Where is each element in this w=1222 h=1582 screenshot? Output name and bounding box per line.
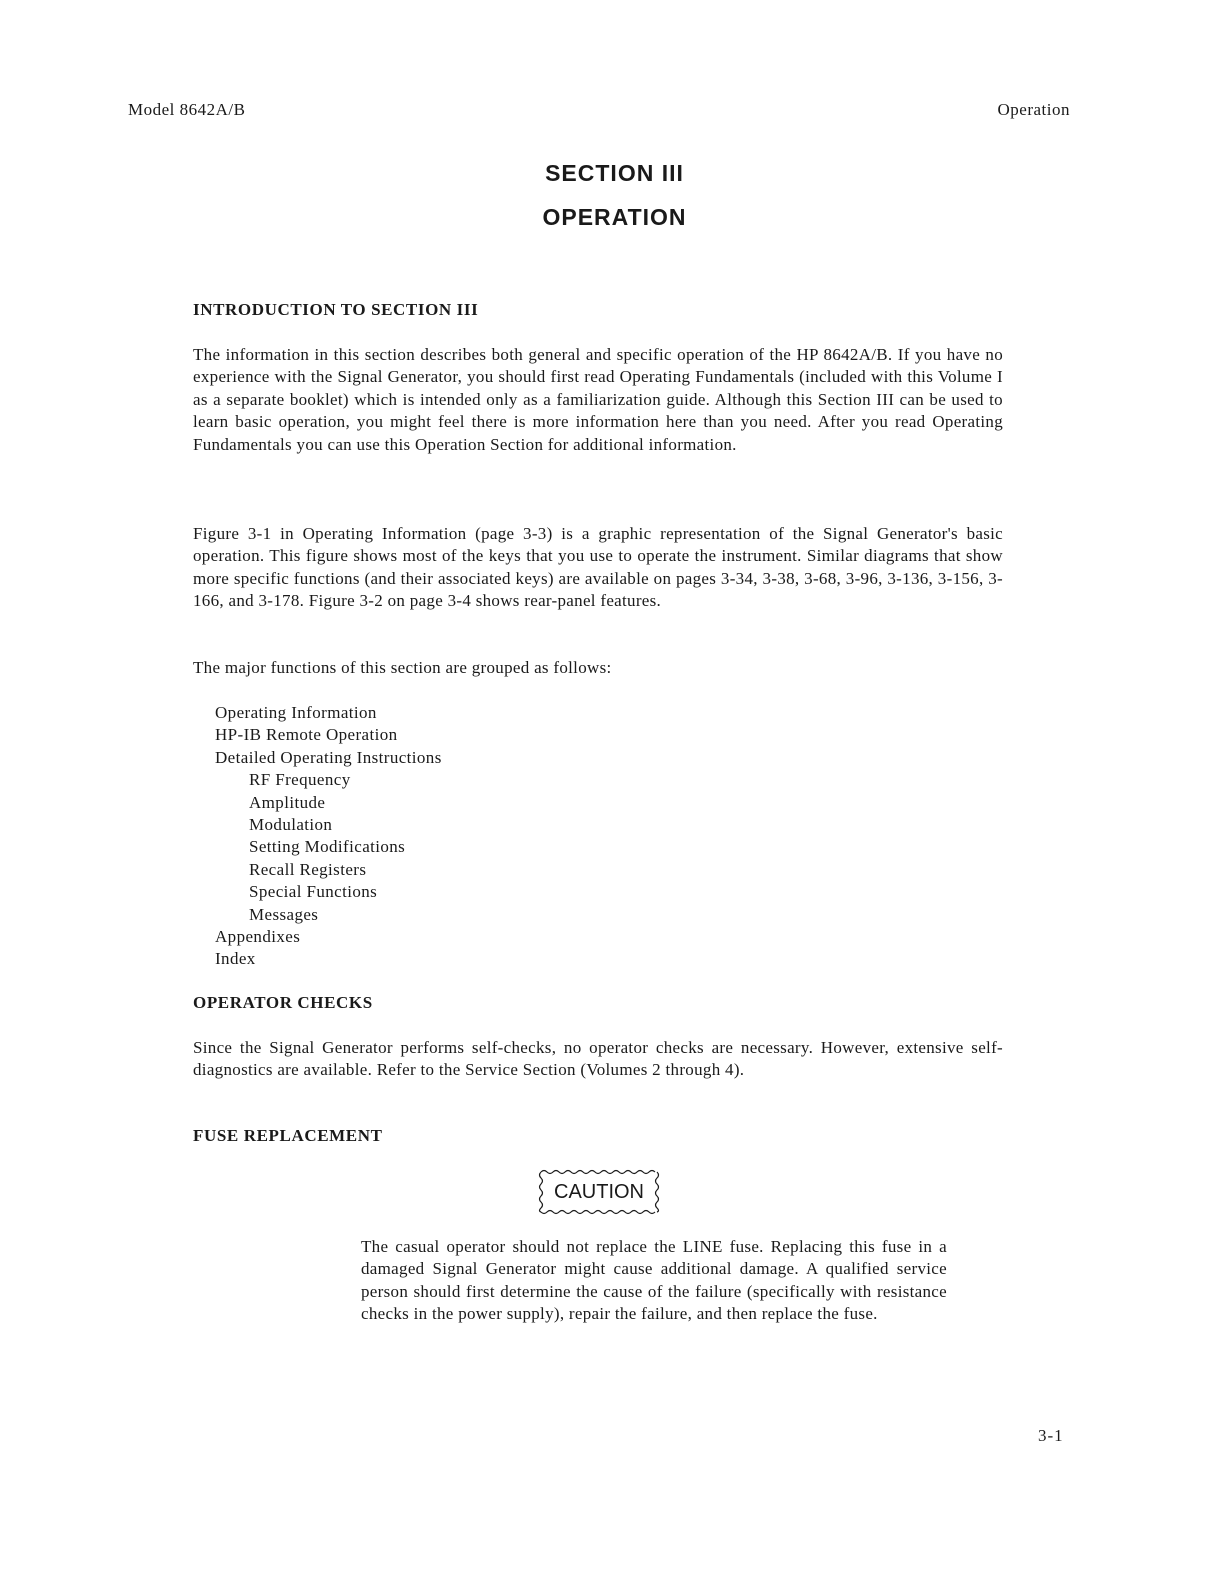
list-item: Index: [215, 949, 256, 969]
caution-box: [537, 1168, 661, 1216]
caution-label: CAUTION: [554, 1181, 644, 1203]
running-header-section: Operation: [997, 100, 1070, 119]
list-subitem: Setting Modifications: [249, 837, 406, 857]
intro-paragraph-3: The major functions of this section are grouped as follows:: [193, 658, 612, 677]
section-title: OPERATION: [542, 204, 687, 230]
caution-paragraph: The casual operator should not replace the LINE fuse. Replacing this fuse in a damaged Signal Generator might cause additional damage. A qualified service person should first determine the cause of the failure (specifically with resistance checks in the power supply), repair the failure, and then replace the fuse.: [361, 1237, 947, 1324]
list-subitem: Special Functions: [249, 882, 378, 902]
fuse-replacement-heading: FUSE REPLACEMENT: [193, 1126, 383, 1145]
list-subitem: Recall Registers: [249, 859, 367, 879]
page-number: 3-1: [1038, 1426, 1064, 1445]
function-list: [215, 702, 442, 971]
list-item: HP-IB Remote Operation: [215, 725, 398, 745]
list-item: Operating Information: [215, 703, 377, 722]
list-item: Detailed Operating Instructions: [215, 747, 442, 767]
list-subitem: Amplitude: [249, 792, 326, 812]
list-subitem: Messages: [249, 904, 319, 924]
intro-paragraph-1: The information in this section describes both general and specific operation of the HP 8642A/B. If you have no experience with the Signal Generator, you should first read Operating Fundamentals (included with this Volume I as a separate booklet) which is intended only as a familiarization guide. Although this Section III can be used to learn basic operation, you might feel there is more information here than you need. After you read Operating Fundamentals you can use this Operation Section for additional information.: [193, 345, 1003, 454]
list-subitem: RF Frequency: [249, 770, 351, 790]
operator-checks-paragraph: Since the Signal Generator performs self-checks, no operator checks are necessary. However, extensive self-diagnostics are available. Refer to the Service Section (Volumes 2 through 4).: [193, 1038, 1003, 1080]
operator-checks-heading: OPERATOR CHECKS: [193, 993, 373, 1012]
running-header-model: Model 8642A/B: [128, 100, 246, 119]
list-subitem: Modulation: [249, 815, 333, 835]
section-number: SECTION III: [545, 160, 684, 186]
list-item: Appendixes: [215, 927, 301, 947]
intro-paragraph-2: Figure 3-1 in Operating Information (page 3-3) is a graphic representation of the Signal Generator's basic operation. This figure shows most of the keys that you use to operate the instrument. Similar diagrams that show more specific functions (and their associated keys) are available on pages 3-34, 3-38, 3-68, 3-96, 3-136, 3-156, 3-166, and 3-178. Figure 3-2 on page 3-4 shows rear-panel features.: [193, 524, 1003, 611]
intro-heading: INTRODUCTION TO SECTION III: [193, 300, 479, 319]
